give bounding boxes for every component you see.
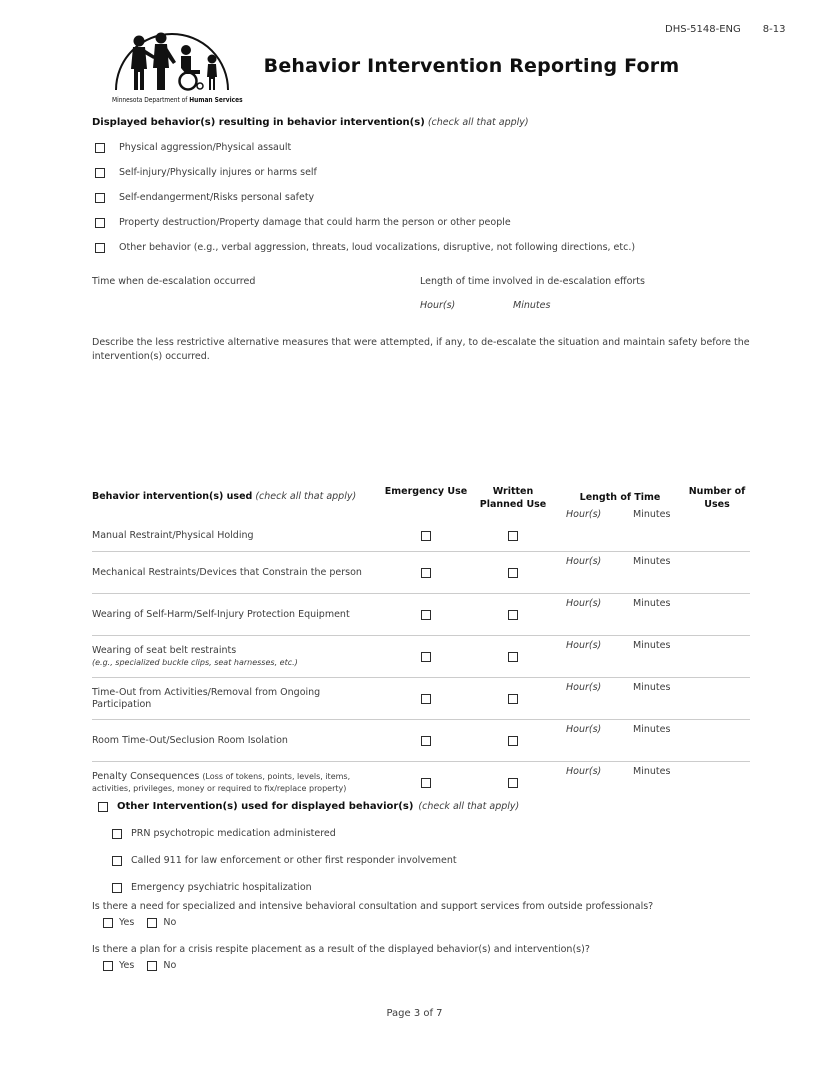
displayed-behaviors-section [92,117,792,253]
checkbox-written-planned-use[interactable] [508,736,518,746]
column-header-length-of-time: Length of Time Hour(s) Minutes [556,484,684,520]
no-label: No [163,960,177,971]
table-row-time-out-activities [92,677,750,719]
minutes-label: Minutes [633,556,671,567]
form-number: DHS-5148-ENG [665,24,741,35]
checkbox-emergency-use[interactable] [421,736,431,746]
checkbox-written-planned-use[interactable] [508,694,518,704]
row-label: Time-Out from Activities/Removal from Ongoing Participation [92,686,321,710]
minutes-label: Minutes [633,766,671,777]
hours-label: Hour(s) [566,724,602,735]
behavior-label: Self-injury/Physically injures or harms self [119,167,317,178]
checkbox-self-injury[interactable] [95,168,105,178]
page-number: Page 3 of 7 [386,1008,443,1019]
checkbox-no[interactable] [147,961,157,971]
behavior-label: Property destruction/Property damage that could harm the person or other people [119,217,511,228]
describe-prompt: Describe the less restrictive alternative measures that were attempted, if any, to de-escalate the situation and maintain safety before the intervention(s) occurred. [92,337,750,362]
behavior-label: Physical aggression/Physical assault [119,142,292,153]
table-row-room-time-out [92,719,750,761]
checkbox-written-planned-use[interactable] [508,610,518,620]
deescalation-units-row [420,300,645,311]
displayed-behaviors-heading: Displayed behavior(s) resulting in behavior intervention(s) (check all that apply) [92,117,529,128]
table-heading: Behavior intervention(s) used (check all that apply) [92,491,357,502]
column-header-emergency-use: Emergency Use [384,486,468,497]
checkbox-self-endangerment[interactable] [95,193,105,203]
behavior-item-self-endangerment [92,192,792,203]
hours-label: Hour(s) [566,640,602,651]
other-item-label: PRN psychotropic medication administered [131,828,336,839]
minutes-label: Minutes [633,640,671,651]
checkbox-emergency-use[interactable] [421,568,431,578]
checkbox-called-911[interactable] [112,856,122,866]
checkbox-written-planned-use[interactable] [508,652,518,662]
question-text: Is there a need for specialized and intensive behavioral consultation and support services from outside professionals? [92,901,654,912]
minutes-label: Minutes [633,682,671,693]
behavior-label: Other behavior (e.g., verbal aggression, threats, loud vocalizations, disruptive, not following directions, etc.) [119,242,636,253]
hours-label: Hour(s) [566,682,602,693]
checkbox-physical-aggression[interactable] [95,143,105,153]
hours-label: Hour(s) [566,598,602,609]
other-interventions-section [98,801,798,893]
checkbox-written-planned-use[interactable] [508,778,518,788]
minutes-label: Minutes [633,724,671,735]
length-of-time-subheader [556,509,684,520]
table-row-penalty-consequences [92,761,750,803]
row-label: Penalty Consequences (Loss of tokens, points, levels, items, activities, privileges, money or required to fix/replace property) [92,770,351,793]
minutes-label: Minutes [513,300,551,311]
form-revision: 8-13 [762,24,786,35]
checkbox-prn-medication[interactable] [112,829,122,839]
checkbox-emergency-use[interactable] [421,652,431,662]
checkbox-emergency-use[interactable] [421,694,431,704]
column-header-number-of-uses: Number of Uses [688,486,746,510]
checkbox-written-planned-use[interactable] [508,568,518,578]
checkbox-property-destruction[interactable] [95,218,105,228]
hours-label: Hour(s) [566,508,602,520]
other-item-prn-medication [112,828,798,839]
checkbox-yes[interactable] [103,918,113,928]
interventions-table [92,484,750,803]
yes-no-row [103,917,792,928]
row-label: Mechanical Restraints/Devices that Constrain the person [92,566,362,578]
length-of-time-cell [556,720,684,735]
other-item-psychiatric-hospitalization [112,882,798,893]
checkbox-psychiatric-hospitalization[interactable] [112,883,122,893]
checkbox-other-interventions[interactable] [98,802,108,812]
minutes-label: Minutes [633,508,671,520]
deescalation-length-block [420,276,645,311]
length-of-time-cell [556,636,684,651]
row-sublabel: (e.g., specialized buckle clips, seat harnesses, etc.) [92,658,298,667]
other-item-label: Emergency psychiatric hospitalization [131,882,312,893]
row-inline-note: (Loss of tokens, points, levels, items, activities, privileges, money or required to fix/replace property) [92,771,351,793]
question-text: Is there a plan for a crisis respite placement as a result of the displayed behavior(s) and intervention(s)? [92,944,590,955]
checkbox-emergency-use[interactable] [421,531,431,541]
behavior-item-self-injury [92,167,792,178]
row-label: Room Time-Out/Seclusion Room Isolation [92,734,288,746]
minutes-label: Minutes [633,598,671,609]
no-label: No [163,917,177,928]
deescalation-time-label: Time when de-escalation occurred [92,276,256,287]
hours-label: Hour(s) [566,766,602,777]
length-of-time-cell [556,678,684,693]
column-header-written-planned-use: Written Planned Use [479,486,547,510]
behavior-label: Self-endangerment/Risks personal safety [119,192,315,203]
form-code [665,24,785,35]
checkbox-emergency-use[interactable] [421,610,431,620]
checkbox-no[interactable] [147,918,157,928]
checkbox-other-behavior[interactable] [95,243,105,253]
behavior-item-other-behavior [92,242,792,253]
logo-caption: Minnesota Department of Human Services [112,96,243,104]
question-crisis-respite [92,944,792,971]
other-item-label: Called 911 for law enforcement or other first responder involvement [131,855,457,866]
table-row-seat-belt-restraints [92,635,750,677]
deescalation-section [92,276,750,311]
checkbox-emergency-use[interactable] [421,778,431,788]
table-row-mechanical-restraints [92,551,750,593]
page-title: Behavior Intervention Reporting Form [263,55,680,77]
checkbox-yes[interactable] [103,961,113,971]
length-of-time-cell [556,762,684,777]
length-of-time-cell [556,594,684,609]
row-label: Wearing of Self-Harm/Self-Injury Protection Equipment [92,608,350,620]
table-row-manual-restraint [92,520,750,551]
row-label: Wearing of seat belt restraints (e.g., specialized buckle clips, seat harnesses, etc.) [92,645,382,668]
other-interventions-heading: Other Intervention(s) used for displayed behavior(s) (check all that apply) [98,801,798,812]
yes-label: Yes [119,917,135,928]
yes-no-row [103,960,792,971]
length-of-time-cell [556,552,684,567]
behavior-item-property-destruction [92,217,792,228]
table-header-row [92,484,750,520]
yes-label: Yes [119,960,135,971]
table-row-protection-equipment [92,593,750,635]
other-item-called-911 [112,855,798,866]
row-label: Manual Restraint/Physical Holding [92,529,254,541]
deescalation-length-label: Length of time involved in de-escalation efforts [420,276,645,287]
hours-label: Hour(s) [420,300,456,311]
question-outside-professionals [92,901,792,928]
behavior-item-physical-aggression [92,142,792,153]
checkbox-written-planned-use[interactable] [508,531,518,541]
hours-label: Hour(s) [566,556,602,567]
